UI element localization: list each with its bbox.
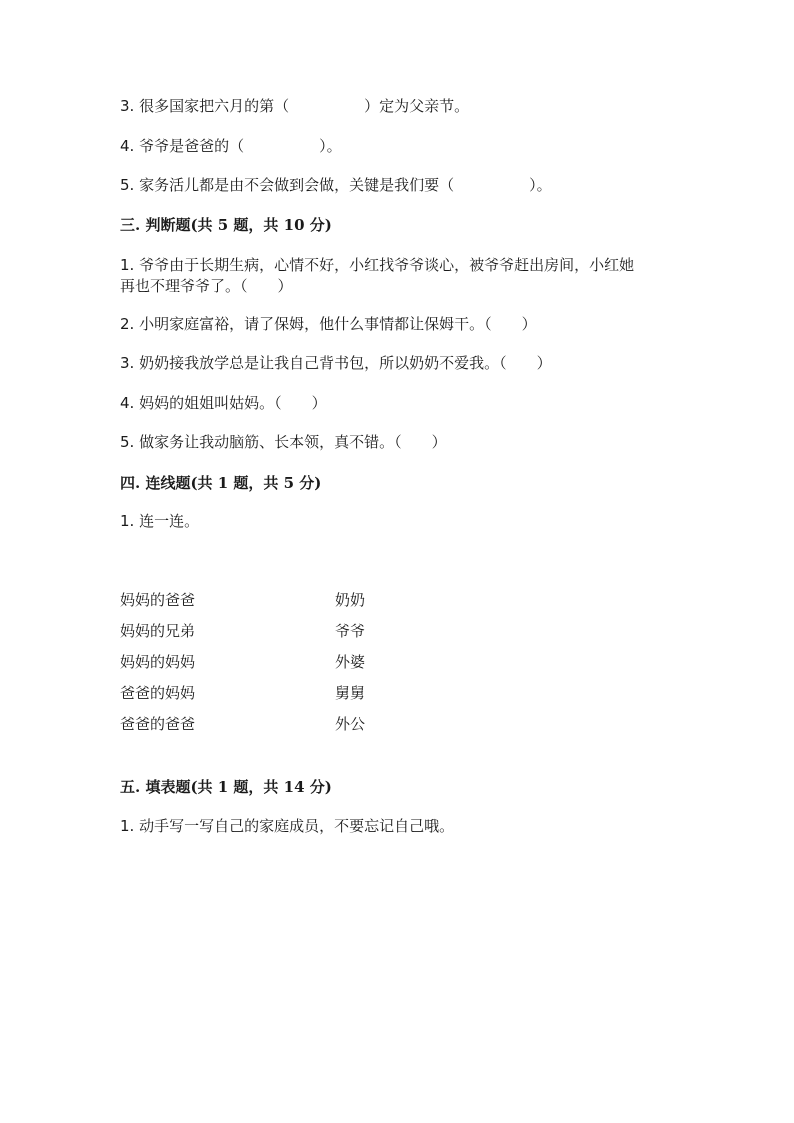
judge-q3: 3. 奶奶接我放学总是让我自己背书包，所以奶奶不爱我。（ ） <box>120 354 552 372</box>
match-right-4: 舅舅 <box>335 684 366 702</box>
table-q1: 1. 动手写一写自己的家庭成员，不要忘记自己哦。 <box>120 817 455 835</box>
match-left-4: 爸爸的妈妈 <box>120 684 196 702</box>
section-3-title: 三. 判断题(共 5 题，共 10 分) <box>120 216 332 234</box>
fill-blank-q3: 3. 很多国家把六月的第（ ）定为父亲节。 <box>120 97 470 115</box>
match-right-1: 奶奶 <box>335 591 366 609</box>
match-left-1: 妈妈的爸爸 <box>120 591 196 609</box>
judge-q5: 5. 做家务让我动脑筋、长本领，真不错。（ ） <box>120 433 447 451</box>
section-4-title: 四. 连线题(共 1 题，共 5 分) <box>120 474 322 492</box>
judge-q1-line2: 再也不理爷爷了。（ ） <box>120 277 293 295</box>
fill-blank-q4: 4. 爷爷是爸爸的（ ）。 <box>120 137 342 155</box>
match-left-5: 爸爸的爸爸 <box>120 715 196 733</box>
match-right-3: 外婆 <box>335 653 366 671</box>
match-q1: 1. 连一连。 <box>120 512 200 530</box>
judge-q2: 2. 小明家庭富裕，请了保姆，他什么事情都让保姆干。（ ） <box>120 315 537 333</box>
judge-q4: 4. 妈妈的姐姐叫姑妈。（ ） <box>120 394 327 412</box>
match-right-2: 爷爷 <box>335 622 366 640</box>
match-right-5: 外公 <box>335 715 366 733</box>
fill-blank-q5: 5. 家务活儿都是由不会做到会做，关键是我们要（ ）。 <box>120 176 552 194</box>
match-left-2: 妈妈的兄弟 <box>120 622 196 640</box>
judge-q1-line1: 1. 爷爷由于长期生病，心情不好，小红找爷爷谈心，被爷爷赶出房间，小红她 <box>120 256 635 274</box>
match-left-3: 妈妈的妈妈 <box>120 653 196 671</box>
section-5-title: 五. 填表题(共 1 题，共 14 分) <box>120 778 332 796</box>
